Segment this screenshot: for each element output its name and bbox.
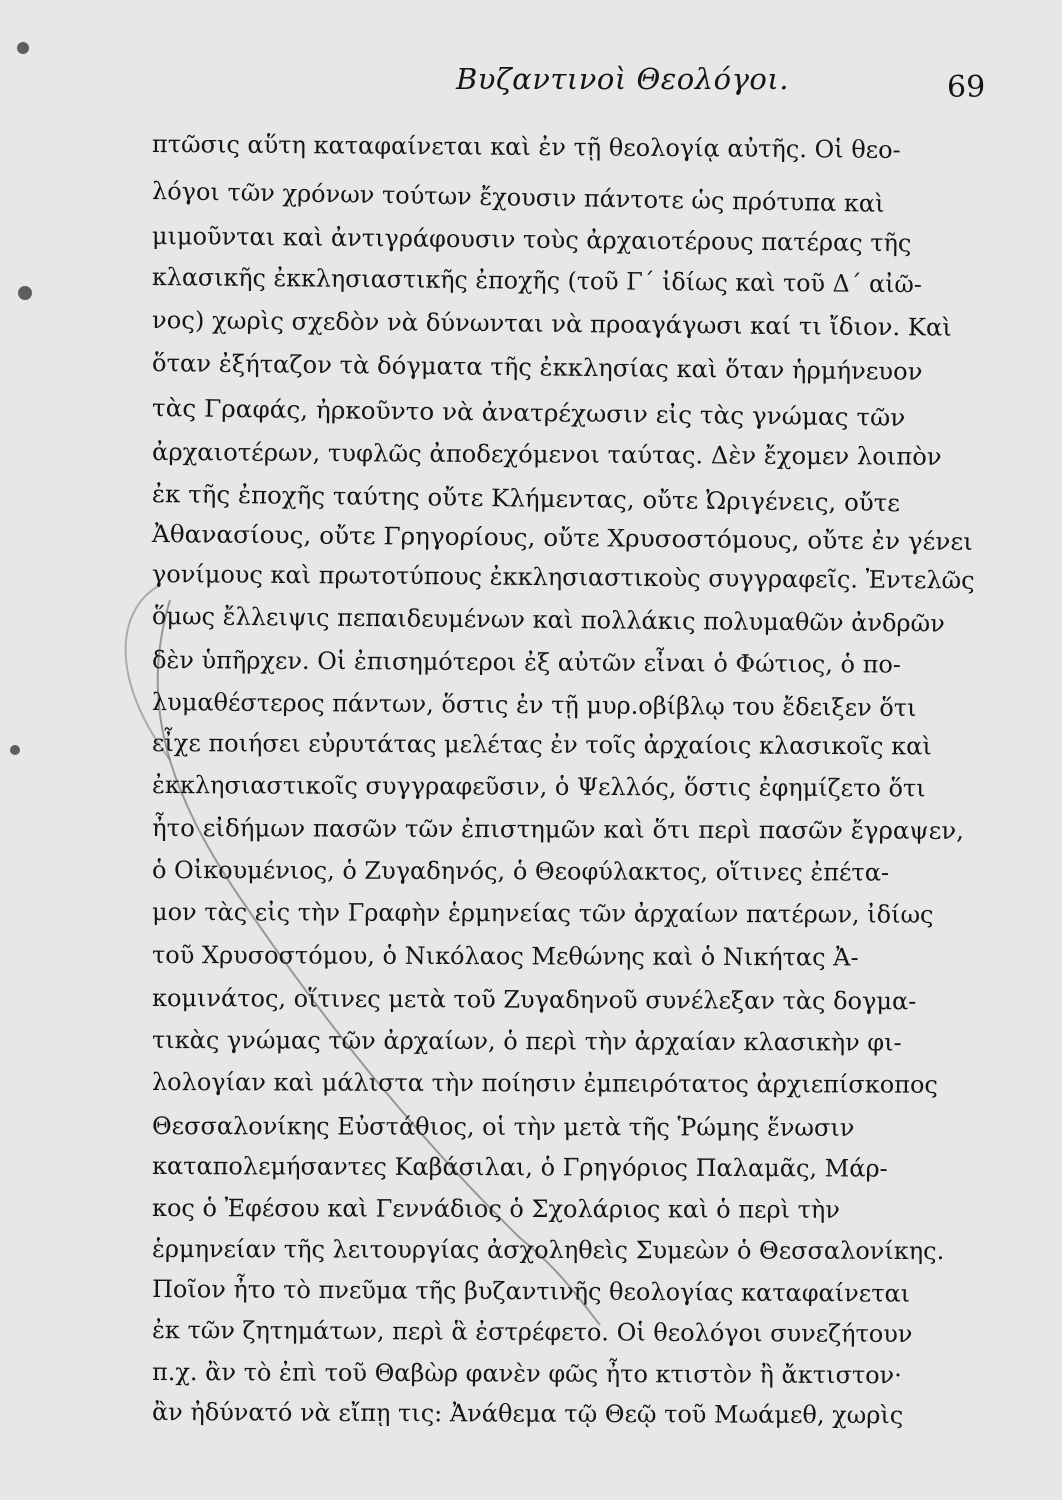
text-line: Ἀθανασίους, οὔτε Γρηγορίους, οὔτε Χρυσοστόμους, οὔτε ἐν γένει [151, 520, 974, 556]
text-line: π.χ. ἂν τὸ ἐπὶ τοῦ Θαβὼρ φανὲν φῶς ἦτο κτιστὸν ἢ ἄκτιστον· [151, 1358, 902, 1390]
text-line: ἐκ τῆς ἐποχῆς ταύτης οὔτε Κλήμεντας, οὔτε Ὠριγένεις, οὔτε [151, 480, 901, 518]
text-line: εἶχε ποιήσει εὐρυτάτας μελέτας ἐν τοῖς ἀρχαίοις κλασικοῖς καὶ [151, 729, 932, 761]
text-line: λόγοι τῶν χρόνων τούτων ἔχουσιν πάντοτε ὡς πρότυπα καὶ [151, 177, 885, 218]
text-line: λυμαθέστερος πάντων, ὅστις ἐν τῇ μυρ.οβίβλῳ του ἔδειξεν ὅτι [151, 688, 917, 723]
text-line: ἦτο εἰδήμων πασῶν τῶν ἐπιστημῶν καὶ ὅτι περὶ πασῶν ἔγραψεν, [151, 814, 964, 845]
text-line: ὅμως ἔλλειψις πεπαιδευμένων καὶ πολλάκις πολυμαθῶν ἀνδρῶν [151, 602, 945, 638]
text-line: ἂν ἠδύνατό νὰ εἴπῃ τις: Ἀνάθεμα τῷ Θεῷ τοῦ Μωάμεθ, χωρὶς [151, 1398, 904, 1430]
running-title: Βυζαντινοὶ Θεολόγοι. [456, 62, 789, 96]
text-line: κος ὁ Ἐφέσου καὶ Γεννάδιος ὁ Σχολάριος καὶ ὁ περὶ τὴν [151, 1194, 840, 1224]
text-line: τοῦ Χρυσοστόμου, ὁ Νικόλαος Μεθώνης καὶ ὁ Νικήτας Ἀ- [151, 941, 859, 972]
text-line: κομινάτος, οἵτινες μετὰ τοῦ Ζυγαδηνοῦ συνέλεξαν τὰς δογμα- [151, 984, 917, 1016]
text-line: λολογίαν καὶ μάλιστα τὴν ποίησιν ἐμπειρότατος ἀρχιεπίσκοπος [151, 1068, 938, 1099]
text-line: ὁ Οἰκουμένιος, ὁ Ζυγαδηνός, ὁ Θεοφύλακτος, οἵτινες ἐπέτα- [151, 856, 890, 887]
text-line: ὅταν ἐξήταζον τὰ δόγματα τῆς ἐκκλησίας καὶ ὅταν ἡρμήνευον [151, 349, 923, 386]
text-line: Ποῖον ἦτο τὸ πνεῦμα τῆς βυζαντινῆς θεολογίας καταφαίνεται [151, 1275, 911, 1308]
text-line: μιμοῦνται καὶ ἀντιγράφουσιν τοὺς ἀρχαιοτέρους πατέρας τῆς [151, 222, 912, 258]
text-line: γονίμους καὶ πρωτοτύπους ἐκκλησιαστικοὺς συγγραφεῖς. Ἐντελῶς [151, 560, 975, 595]
text-line: Θεσσαλονίκης Εὐστάθιος, οἱ τὴν μετὰ τῆς Ῥώμης ἕνωσιν [151, 1112, 855, 1142]
text-line: τὰς Γραφάς, ἠρκοῦντο νὰ ἀνατρέχωσιν εἰς τὰς γνώμας τῶν [151, 394, 906, 432]
text-line: κλασικῆς ἐκκλησιαστικῆς ἐποχῆς (τοῦ Γ´ ἰδίως καὶ τοῦ Δ´ αἰῶ- [151, 263, 923, 299]
text-line: καταπολεμήσαντες Καβάσιλαι, ὁ Γρηγόριος Παλαμᾶς, Μάρ- [151, 1152, 888, 1183]
text-line: τικὰς γνώμας τῶν ἀρχαίων, ὁ περὶ τὴν ἀρχαίαν κλασικὴν φι- [151, 1026, 902, 1057]
text-line: μον τὰς εἰς τὴν Γραφὴν ἑρμηνείας τῶν ἀρχαίων πατέρων, ἰδίως [151, 898, 934, 929]
text-line: πτῶσις αὕτη καταφαίνεται καὶ ἐν τῇ θεολογίᾳ αὐτῆς. Οἱ θεο- [151, 130, 901, 164]
text-line: ἀρχαιοτέρων, τυφλῶς ἀποδεχόμενοι ταύτας. Δὲν ἔχομεν λοιπὸν [151, 438, 942, 471]
text-line: νος) χωρὶς σχεδὸν νὰ δύνωνται νὰ προαγάγωσι καί τι ἴδιον. Καὶ [151, 306, 952, 342]
text-line: ἐκ τῶν ζητημάτων, περὶ ἃ ἐστρέφετο. Οἱ θεολόγοι συνεζήτουν [151, 1316, 913, 1348]
text-line: ἐκκλησιαστικοῖς συγγραφεῦσιν, ὁ Ψελλός, ὅστις ἐφημίζετο ὅτι [151, 771, 926, 803]
page-number: 69 [947, 70, 986, 105]
text-line: ἑρμηνείαν τῆς λειτουργίας ἀσχοληθεὶς Συμεὼν ὁ Θεσσαλονίκης. [151, 1235, 945, 1266]
text-line: δὲν ὑπῆρχεν. Οἱ ἐπισημότεροι ἐξ αὐτῶν εἶναι ὁ Φώτιος, ὁ πο- [151, 646, 902, 679]
